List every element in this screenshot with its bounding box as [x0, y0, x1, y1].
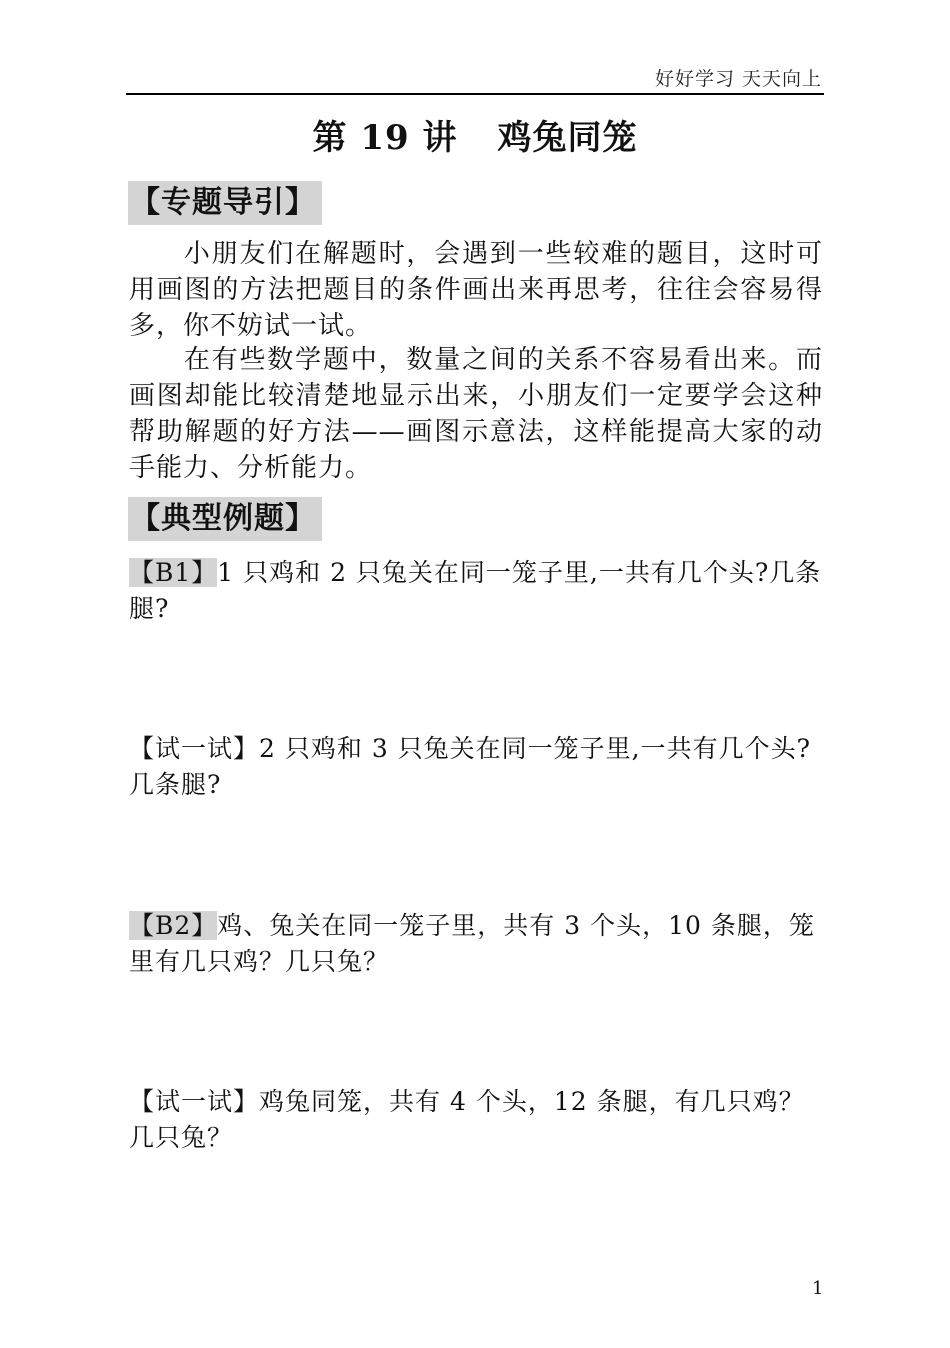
problem-text: 1 只鸡和 2 只兔关在同一笼子里,一共有几个头?几条腿?	[129, 558, 822, 623]
page-number: 1	[812, 1278, 824, 1299]
problem-b2	[129, 908, 823, 980]
problem-text: 鸡兔同笼，共有 4 个头，12 条腿，有几只鸡？几只兔？	[129, 1087, 805, 1152]
intro-paragraph-2	[129, 342, 823, 486]
problem-try-1	[129, 731, 823, 803]
intro-paragraph-1-text: 小朋友们在解题时，会遇到一些较难的题目，这时可用画图的方法把题目的条件画出来再思考，往往会容易得多，你不妨试一试。	[129, 239, 823, 341]
header-motto: 好好学习 天天向上	[654, 68, 822, 90]
examples-section-heading: 【典型例题】	[128, 497, 322, 541]
intro-section-heading: 【专题导引】	[128, 181, 322, 225]
intro-paragraph-2-text: 在有些数学题中，数量之间的关系不容易看出来。而画图却能比较清楚地显示出来，小朋友们一定要学会这种帮助解题的好方法——画图示意法，这样能提高大家的动手能力、分析能力。	[129, 345, 823, 483]
problem-b1	[129, 555, 823, 627]
lecture-title	[0, 110, 950, 159]
problem-try-2	[129, 1084, 823, 1156]
problem-tag: 【试一试】	[129, 734, 260, 763]
problem-tag: 【B1】	[129, 558, 218, 587]
problem-text: 2 只鸡和 3 只兔关在同一笼子里,一共有几个头?几条腿?	[129, 734, 812, 799]
problem-tag: 【试一试】	[129, 1087, 260, 1116]
lecture-topic: 鸡兔同笼	[497, 118, 638, 158]
intro-paragraph-1	[129, 236, 823, 344]
lecture-number: 第 19 讲	[312, 118, 458, 158]
header-rule	[126, 93, 824, 95]
problem-text: 鸡、兔关在同一笼子里，共有 3 个头，10 条腿，笼里有几只鸡？几只兔？	[129, 911, 815, 976]
problem-tag: 【B2】	[129, 911, 218, 940]
